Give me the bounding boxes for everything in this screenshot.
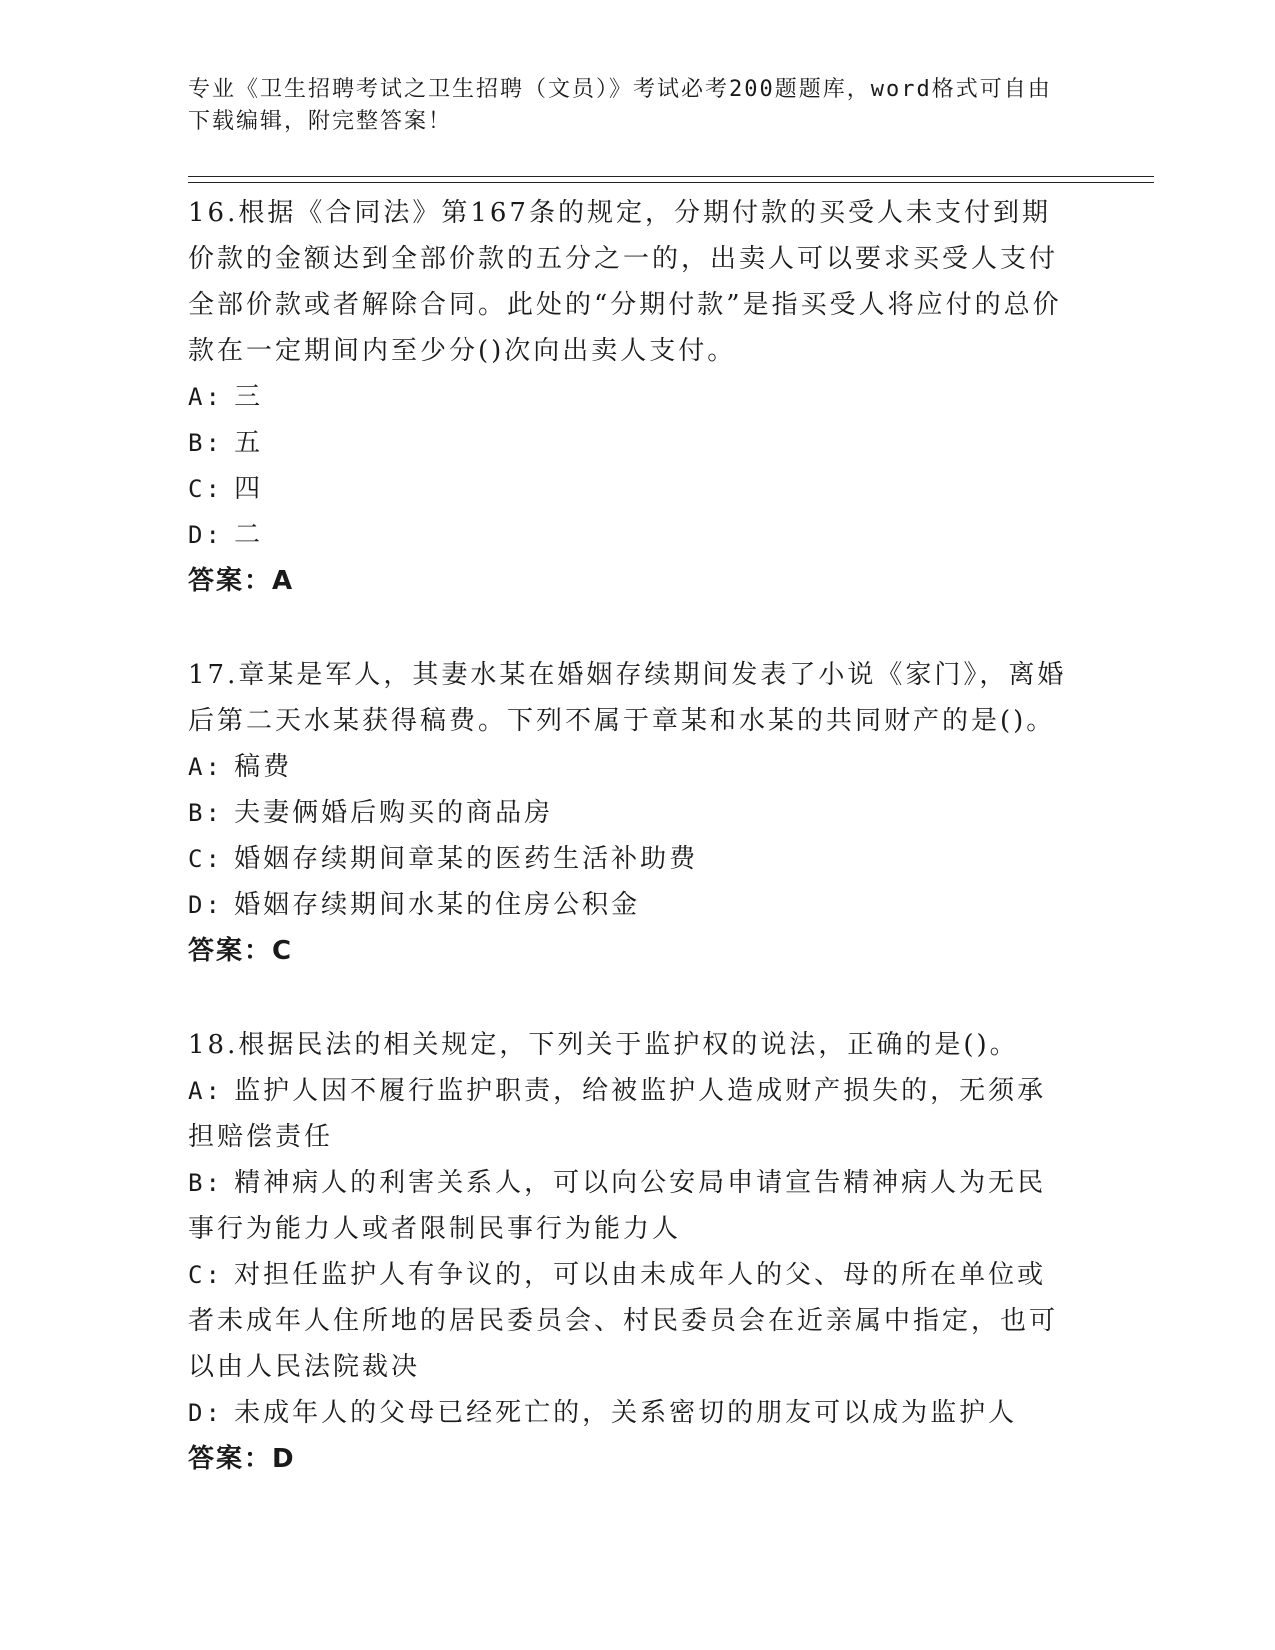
- option-d: [188, 512, 1068, 558]
- option-key: D:: [188, 1399, 223, 1427]
- option-a: [188, 374, 1068, 420]
- answer: 答案：C: [188, 936, 294, 966]
- question-18: [188, 1022, 1068, 1482]
- option-d: [188, 1390, 1068, 1436]
- option-key: D:: [188, 521, 223, 549]
- option-text: 二: [234, 520, 264, 550]
- option-text: 精神病人的利害关系人，可以向公安局申请宣告精神病人为无民事行为能力人或者限制民事行为能力人: [188, 1168, 1047, 1244]
- option-c: [188, 836, 1068, 882]
- question-text: 18.根据民法的相关规定，下列关于监护权的说法，正确的是()。: [188, 1030, 1019, 1060]
- header-divider-top: [188, 176, 1154, 177]
- question-16: [188, 190, 1068, 604]
- option-text: 婚姻存续期间章某的医药生活补助费: [234, 844, 699, 874]
- option-c: [188, 466, 1068, 512]
- answer: 答案：A: [188, 566, 295, 596]
- question-17: [188, 652, 1068, 974]
- option-key: B:: [188, 1169, 223, 1197]
- header-divider-bottom: [188, 182, 1154, 183]
- option-b: [188, 1160, 1068, 1252]
- option-key: C:: [188, 845, 223, 873]
- option-text: 三: [234, 382, 264, 412]
- option-text: 夫妻俩婚后购买的商品房: [234, 798, 554, 828]
- option-b: [188, 420, 1068, 466]
- option-a: [188, 1068, 1068, 1160]
- option-key: B:: [188, 429, 223, 457]
- question-text: 17.章某是军人，其妻水某在婚姻存续期间发表了小说《家门》，离婚后第二天水某获得稿费。下列不属于章某和水某的共同财产的是()。: [188, 660, 1067, 736]
- option-d: [188, 882, 1068, 928]
- option-key: A:: [188, 1077, 223, 1105]
- option-text: 四: [234, 474, 264, 504]
- option-b: [188, 790, 1068, 836]
- option-text: 对担任监护人有争议的，可以由未成年人的父、母的所在单位或者未成年人住所地的居民委员会、村民委员会在近亲属中指定，也可以由人民法院裁决: [188, 1260, 1059, 1382]
- option-key: C:: [188, 1261, 223, 1289]
- option-key: A:: [188, 383, 223, 411]
- document-header: 专业《卫生招聘考试之卫生招聘（文员）》考试必考200题题库，word格式可自由下载编辑，附完整答案！: [188, 77, 1052, 134]
- option-a: [188, 744, 1068, 790]
- option-c: [188, 1252, 1068, 1390]
- option-key: B:: [188, 799, 223, 827]
- question-text: 16.根据《合同法》第167条的规定，分期付款的买受人未支付到期价款的金额达到全部价款的五分之一的，出卖人可以要求买受人支付全部价款或者解除合同。此处的“分期付款”是指买受人将应付的总价款在一定期间内至少分()次向出卖人支付。: [188, 198, 1062, 366]
- option-key: A:: [188, 753, 223, 781]
- answer: 答案：D: [188, 1444, 296, 1474]
- option-key: D:: [188, 891, 223, 919]
- questions-list: [188, 190, 1068, 1530]
- option-text: 五: [234, 428, 264, 458]
- option-text: 监护人因不履行监护职责，给被监护人造成财产损失的，无须承担赔偿责任: [188, 1076, 1047, 1152]
- option-key: C:: [188, 475, 223, 503]
- option-text: 未成年人的父母已经死亡的，关系密切的朋友可以成为监护人: [234, 1398, 1018, 1428]
- option-text: 稿费: [234, 752, 293, 782]
- option-text: 婚姻存续期间水某的住房公积金: [234, 890, 641, 920]
